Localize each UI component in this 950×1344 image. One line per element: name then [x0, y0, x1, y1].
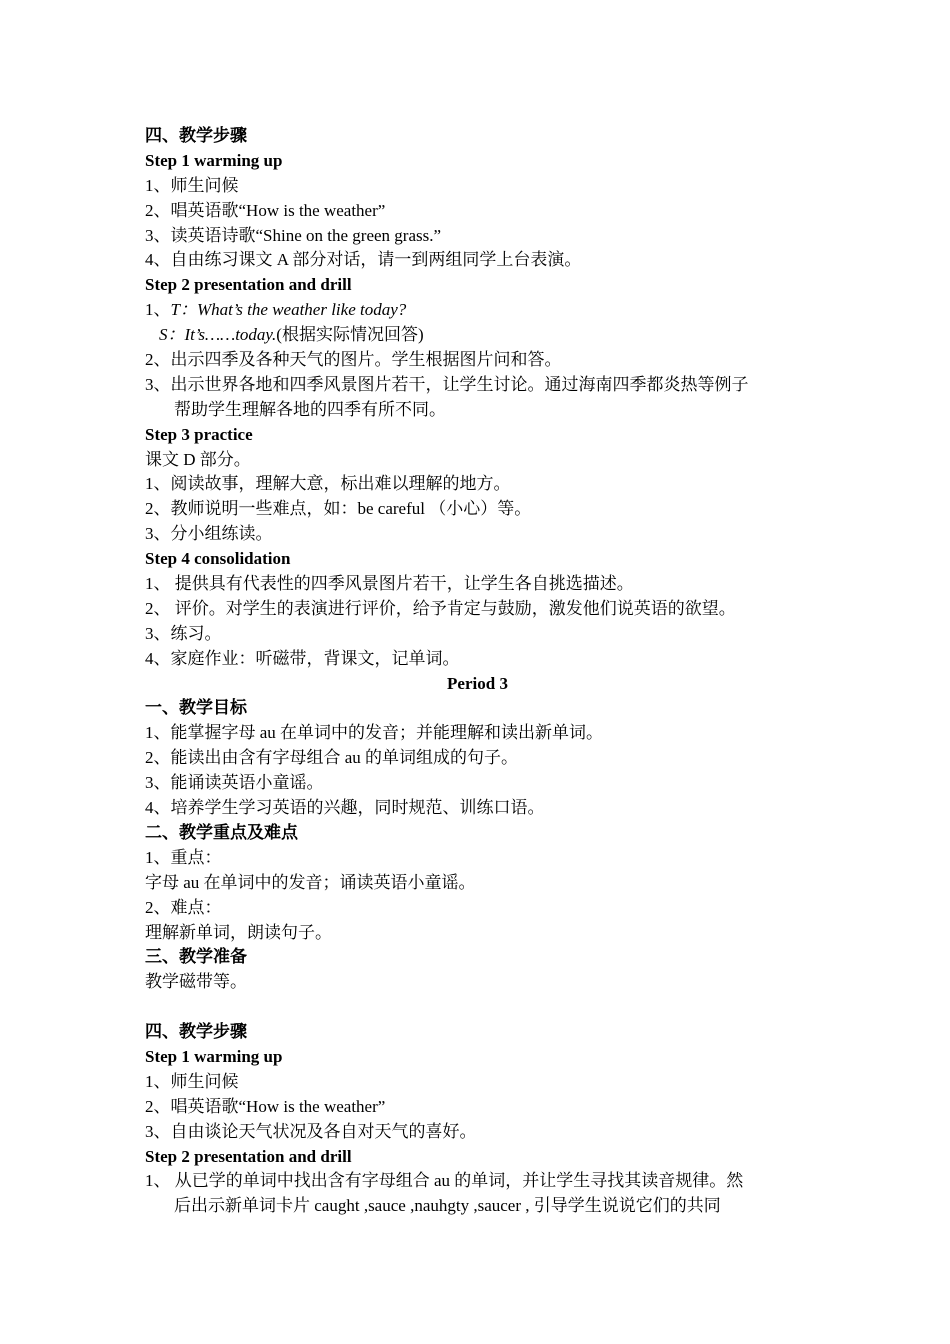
step-heading: Step 3 practice [145, 424, 253, 444]
list-item-continuation: 帮助学生理解各地的四季有所不同。 [174, 399, 446, 419]
list-item: 4、培养学生学习英语的兴趣，同时规范、训练口语。 [145, 798, 545, 818]
list-item: 3、读英语诗歌“Shine on the green grass.” [145, 225, 442, 245]
step-heading: Step 1 warming up [145, 1046, 283, 1066]
dialogue-note: (根据实际情况回答) [276, 325, 424, 345]
paragraph: 理解新单词，朗读句子。 [145, 922, 332, 942]
list-item: 2、能读出由含有字母组合 au 的单词组成的句子。 [145, 748, 519, 768]
paragraph: 字母 au 在单词中的发音；诵读英语小童谣。 [145, 872, 476, 892]
list-item: 2、教师说明一些难点，如：be careful （小心）等。 [145, 499, 532, 519]
section-heading: 三、教学准备 [145, 947, 247, 967]
section-heading: 二、教学重点及难点 [145, 822, 298, 842]
list-item: 2、 评价。对学生的表演进行评价，给予肯定与鼓励，激发他们说英语的欲望。 [145, 598, 736, 618]
list-item: 4、自由练习课文 A 部分对话，请一到两组同学上台表演。 [145, 250, 582, 270]
list-item: 2、出示四季及各种天气的图片。学生根据图片问和答。 [145, 350, 562, 370]
period-title: Period 3 [447, 673, 508, 693]
blank-line [145, 995, 810, 1020]
list-item: 1、 从已学的单词中找出含有字母组合 au 的单词，并让学生寻找其读音规律。然 [145, 1171, 744, 1191]
list-item: 1、师生问候 [145, 1071, 239, 1091]
section-heading: 四、教学步骤 [145, 1022, 247, 1042]
list-item: 2、唱英语歌“How is the weather” [145, 200, 386, 220]
section-heading: 四、教学步骤 [145, 126, 247, 145]
step-heading: Step 2 presentation and drill [145, 275, 352, 295]
list-item: 2、唱英语歌“How is the weather” [145, 1096, 386, 1116]
step-heading: Step 1 warming up [145, 150, 283, 170]
list-item: 1、能掌握字母 au 在单词中的发音；并能理解和读出新单词。 [145, 723, 604, 743]
dialogue-text: T：What’s the weather like today? [170, 300, 407, 320]
dialogue-line-student [145, 323, 810, 348]
list-item: 3、分小组练读。 [145, 524, 273, 544]
step-heading: Step 2 presentation and drill [145, 1146, 352, 1166]
section-heading: 一、教学目标 [145, 698, 247, 718]
list-item: 2、难点： [145, 897, 222, 917]
paragraph: 教学磁带等。 [145, 972, 247, 992]
list-item: 1、 提供具有代表性的四季风景图片若干，让学生各自挑选描述。 [145, 574, 634, 594]
list-item: 3、自由谈论天气状况及各自对天气的喜好。 [145, 1121, 477, 1141]
dialogue-line-teacher [145, 298, 810, 323]
list-number: 1、 [145, 300, 171, 320]
list-item: 3、出示世界各地和四季风景图片若干，让学生讨论。通过海南四季都炎热等例子 [145, 374, 749, 394]
list-item: 1、阅读故事，理解大意，标出难以理解的地方。 [145, 474, 511, 494]
list-item: 4、家庭作业：听磁带，背课文，记单词。 [145, 648, 460, 668]
dialogue-text: S：It’s……today. [159, 325, 277, 345]
list-item: 1、师生问候 [145, 175, 239, 195]
document-page [145, 124, 810, 1219]
list-item: 3、能诵读英语小童谣。 [145, 773, 324, 793]
list-item: 1、重点： [145, 847, 222, 867]
step-heading: Step 4 consolidation [145, 549, 291, 569]
list-item-continuation: 后出示新单词卡片 caught ,sauce ,nauhgty ,saucer , 引导学生说说它们的共同 [174, 1196, 721, 1216]
paragraph: 课文 D 部分。 [145, 449, 251, 469]
list-item: 3、练习。 [145, 623, 222, 643]
